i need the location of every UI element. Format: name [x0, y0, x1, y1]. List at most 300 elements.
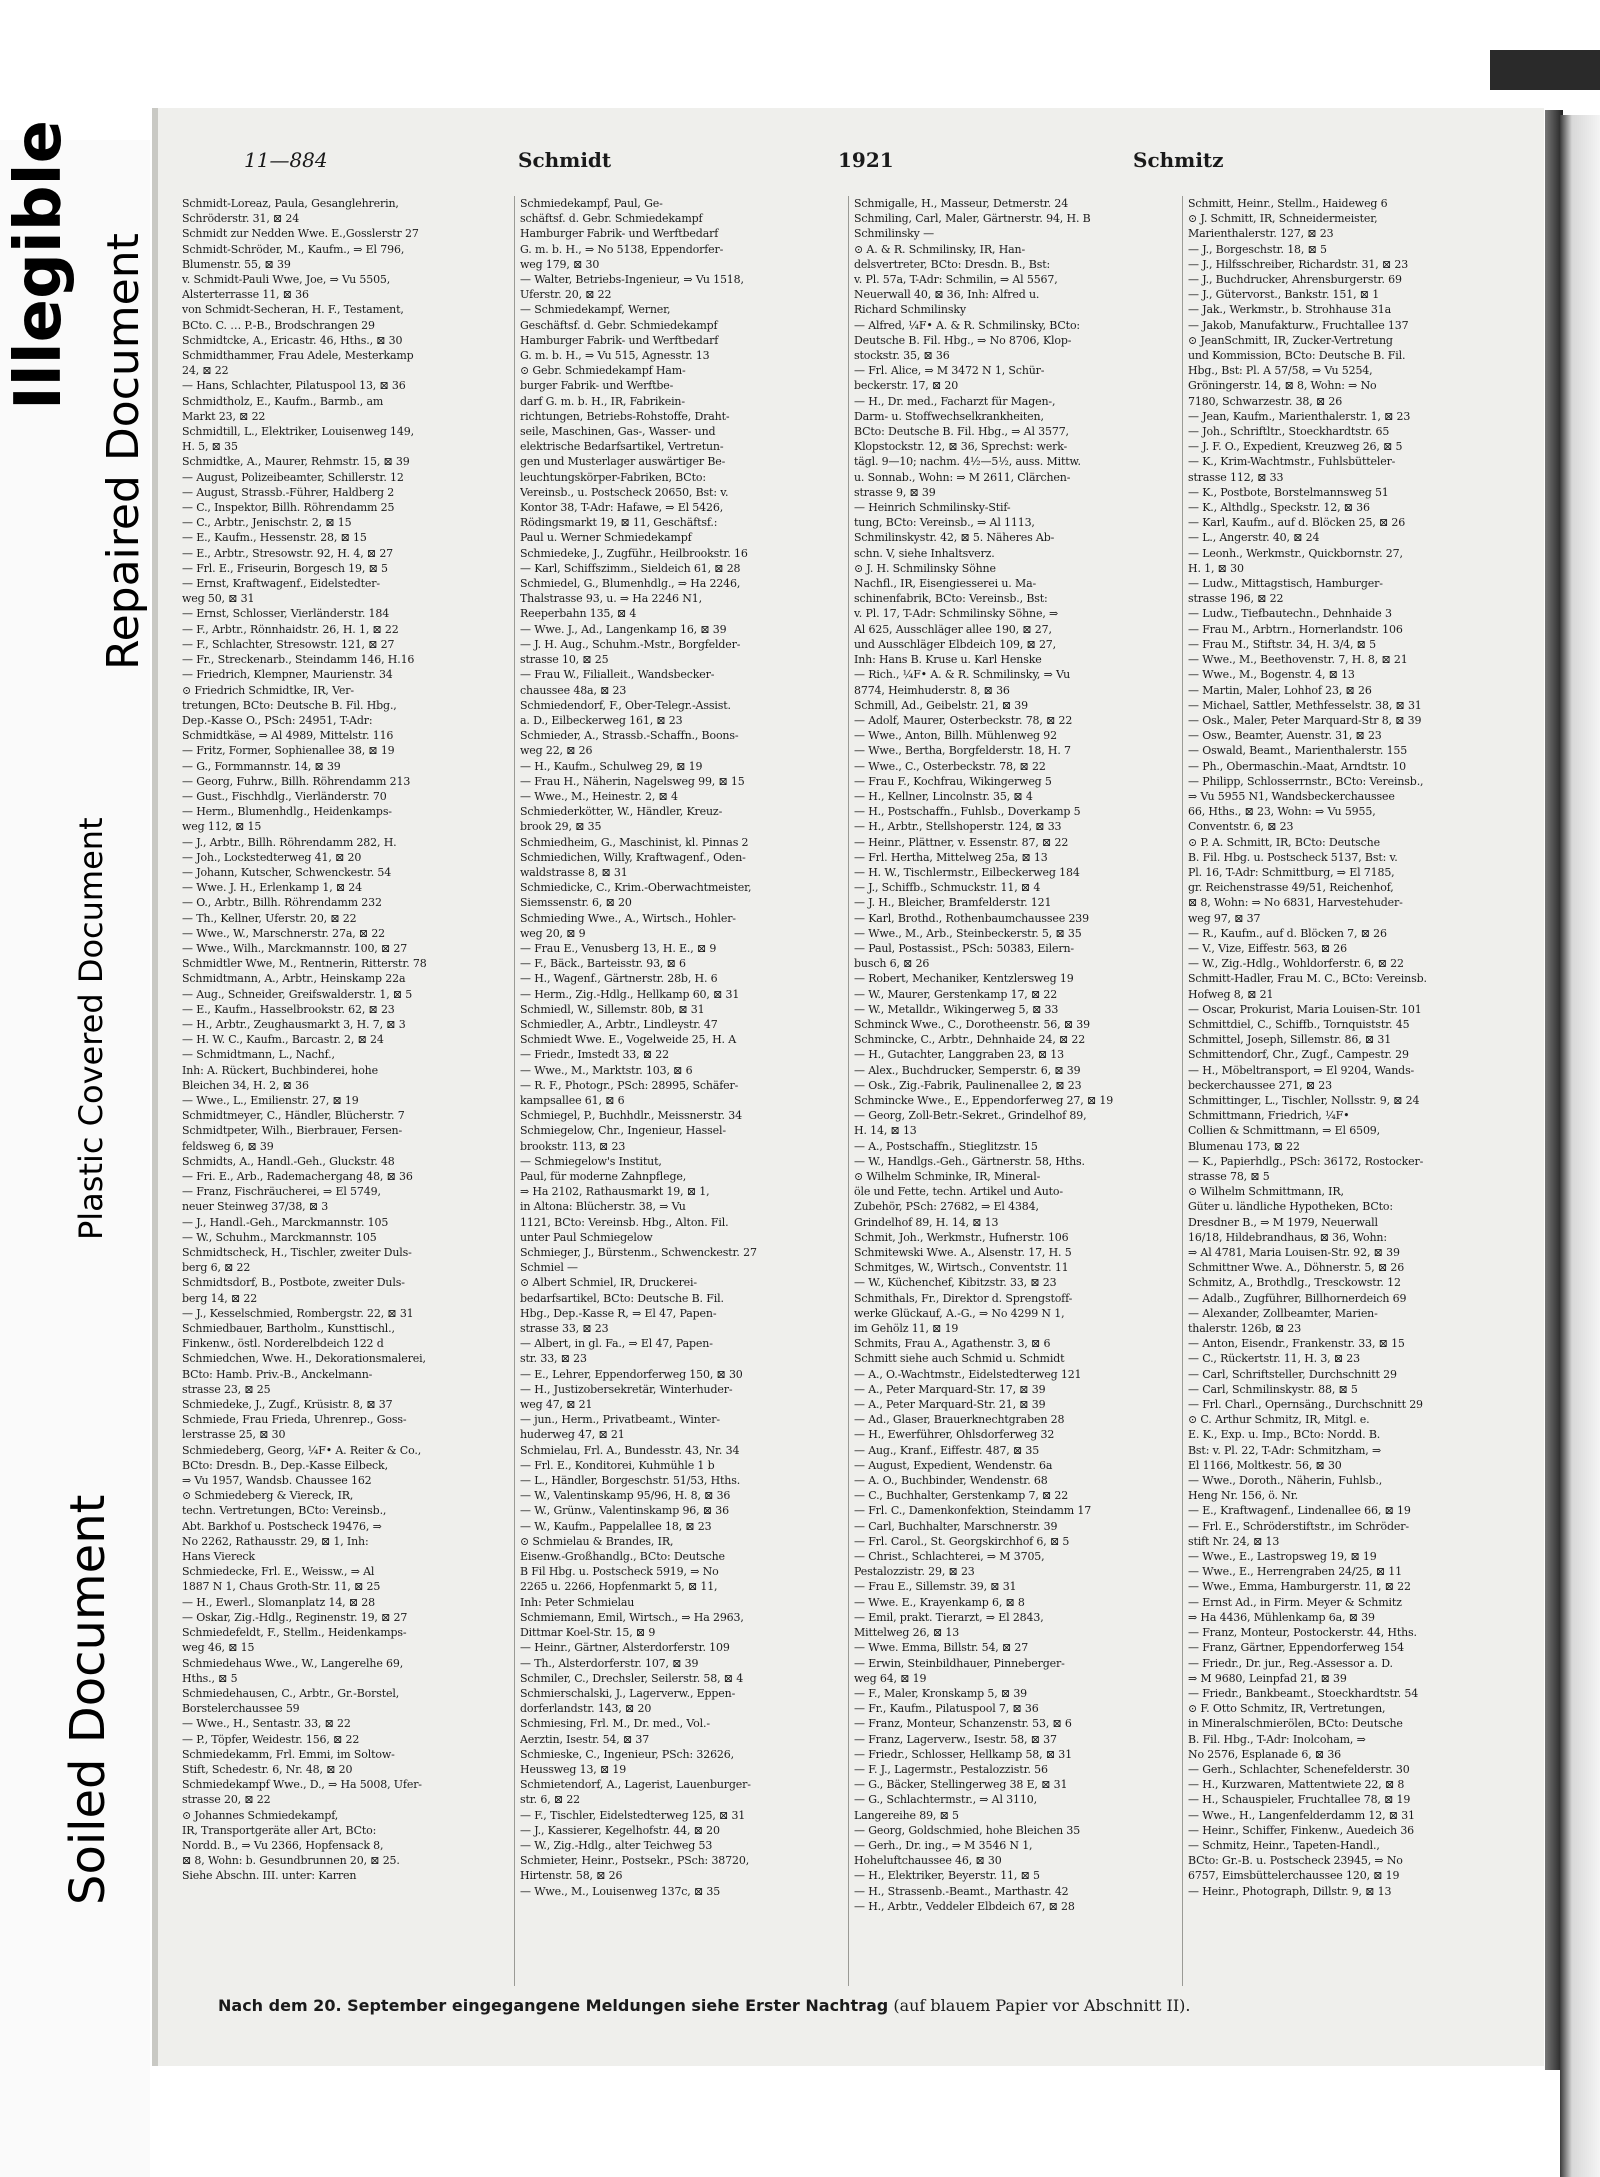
directory-entry-line: berg 6, ⊠ 22 [182, 1261, 251, 1275]
directory-entry-line: Dep.-Kasse O., PSch: 24951, T-Adr: [182, 713, 373, 727]
directory-entry-line: — Jak., Werkmstr., b. Strohhause 31a [1188, 303, 1391, 317]
directory-entry-line: Siemssenstr. 6, ⊠ 20 [520, 896, 632, 910]
directory-entry-line: — Franz, Gärtner, Eppendorferweg 154 [1188, 1641, 1405, 1655]
directory-entry-line: Markt 23, ⊠ 22 [182, 409, 266, 423]
directory-entry-line: Borstelerchaussee 59 [182, 1702, 300, 1716]
directory-entry-line: — H. W. C., Kaufm., Barcastr. 2, ⊠ 24 [182, 1033, 384, 1047]
directory-entry-line: Kontor 38, T-Adr: Hafawe, ⇒ El 5426, [520, 501, 724, 515]
directory-entry-line: — H., Strassenb.-Beamt., Marthastr. 42 [854, 1884, 1069, 1898]
directory-entry-line: — Frl. Alice, ⇒ M 3472 N 1, Schür- [854, 364, 1045, 378]
directory-entry-line: darf G. m. b. H., IR, Fabrikein- [520, 394, 685, 408]
directory-entry-line: — Karl, Schiffszimm., Sieldeich 61, ⊠ 28 [520, 561, 741, 575]
directory-entry-line: — Friedr., Schlosser, Hellkamp 58, ⊠ 31 [854, 1747, 1072, 1761]
directory-entry-line: — H., Justizobersekretär, Winterhuder- [520, 1382, 733, 1396]
directory-columns [182, 196, 1512, 1986]
directory-entry-line: — Franz, Lagerverw., Isestr. 58, ⊠ 37 [854, 1732, 1057, 1746]
directory-entry-line: — J., Kassierer, Kegelhofstr. 44, ⊠ 20 [520, 1823, 720, 1837]
directory-entry-line: ⊙ JeanSchmitt, IR, Zucker-Vertretung [1188, 333, 1393, 347]
directory-entry-line: Bleichen 34, H. 2, ⊠ 36 [182, 1078, 309, 1092]
directory-entry-line: — Schmitz, Heinr., Tapeten-Handl., [1188, 1838, 1380, 1852]
directory-entry-line: strasse 20, ⊠ 22 [182, 1793, 271, 1807]
directory-entry-line: BCto: Gr.-B. u. Postscheck 23945, ⇒ No [1188, 1854, 1403, 1868]
directory-entry-line: Alsterterrasse 11, ⊠ 36 [182, 288, 309, 302]
directory-entry-line: — Wwe., C., Osterbeckstr. 78, ⊠ 22 [854, 759, 1046, 773]
directory-entry-line: — Adolf, Maurer, Osterbeckstr. 78, ⊠ 22 [854, 713, 1073, 727]
directory-entry-line: — E., Lehrer, Eppendorferweg 150, ⊠ 30 [520, 1367, 743, 1381]
directory-entry-line: Schmithals, Fr., Direktor d. Sprengstoff- [854, 1291, 1073, 1305]
directory-entry-line: — Frau W., Filialleit., Wandsbecker- [520, 668, 715, 682]
directory-entry-line: 7180, Schwarzestr. 38, ⊠ 26 [1188, 394, 1343, 408]
directory-entry-line: ⊙ J. H. Schmilinsky Söhne [854, 561, 996, 575]
directory-entry-line: ⊙ Wilhelm Schmittmann, IR, [1188, 1185, 1344, 1199]
directory-entry-line: v. Pl. 17, T-Adr: Schmilinsky Söhne, ⇒ [854, 607, 1059, 621]
directory-entry-line: — H., Möbeltransport, ⇒ El 9204, Wands- [1188, 1063, 1415, 1077]
directory-entry-line: — E., Kaufm., Hasselbrookstr. 62, ⊠ 23 [182, 1002, 395, 1016]
directory-entry-line: Schmittdiel, C., Schiffb., Tornquiststr. 45 [1188, 1017, 1410, 1031]
directory-entry-line: strasse 10, ⊠ 25 [520, 653, 609, 667]
directory-entry-line: — C., Arbtr., Jenischstr. 2, ⊠ 15 [182, 516, 352, 530]
directory-entry-line: Schmidthammer, Frau Adele, Mesterkamp [182, 349, 414, 363]
directory-entry-line: — Schmidtmann, L., Nachf., [182, 1048, 335, 1062]
directory-entry-line: Schmiedl, W., Sillemstr. 80b, ⊠ 31 [520, 1002, 705, 1016]
directory-entry-line: in Altona: Blücherstr. 38, ⇒ Vu [520, 1200, 686, 1214]
directory-entry-line: — Leonh., Werkmstr., Quickbornstr. 27, [1188, 546, 1403, 560]
directory-entry-line: 24, ⊠ 22 [182, 364, 229, 378]
directory-entry-line: Schmiedeke, J., Zugf., Krüsistr. 8, ⊠ 37 [182, 1398, 393, 1412]
directory-entry-line: ⇒ M 9680, Leinpfad 21, ⊠ 39 [1188, 1671, 1347, 1685]
directory-entry-line: — W., Maurer, Gerstenkamp 17, ⊠ 22 [854, 987, 1058, 1001]
directory-entry-line: weg 97, ⊠ 37 [1188, 911, 1261, 925]
directory-entry-line: — Wwe., Emma, Hamburgerstr. 11, ⊠ 22 [1188, 1580, 1411, 1594]
directory-entry-line: Schmitt siehe auch Schmid u. Schmidt [854, 1352, 1065, 1366]
directory-entry-line: — Karl, Kaufm., auf d. Blöcken 25, ⊠ 26 [1188, 516, 1406, 530]
directory-entry-line: strasse 23, ⊠ 25 [182, 1382, 271, 1396]
directory-entry-line: Schmiesing, Frl. M., Dr. med., Vol.- [520, 1717, 710, 1731]
directory-entry-line: Schmiedel, G., Blumenhdlg., ⇒ Ha 2246, [520, 577, 741, 591]
directory-entry-line: — August, Strassb.-Führer, Haldberg 2 [182, 485, 395, 499]
directory-entry-line: weg 179, ⊠ 30 [520, 257, 600, 271]
directory-entry-line: gen und Musterlager auswärtiger Be- [520, 455, 726, 469]
directory-entry-line: — W., Valentinskamp 95/96, H. 8, ⊠ 36 [520, 1489, 731, 1503]
directory-entry-line: — H., Wagenf., Gärtnerstr. 28b, H. 6 [520, 972, 718, 986]
directory-entry-line: — Robert, Mechaniker, Kentzlersweg 19 [854, 972, 1074, 986]
directory-entry-line: Schmittmann, Friedrich, ¼F• [1188, 1109, 1350, 1123]
directory-entry-line: Schmittinger, L., Tischler, Nollsstr. 9, ⊠ 24 [1188, 1093, 1420, 1107]
directory-entry-line: — C., Rückertstr. 11, H. 3, ⊠ 23 [1188, 1352, 1360, 1366]
directory-entry-line: — Aug., Kranf., Eiffestr. 487, ⊠ 35 [854, 1443, 1040, 1457]
directory-entry-line: Schmidtke, A., Maurer, Rehmstr. 15, ⊠ 39 [182, 455, 410, 469]
directory-entry-line: — R., Kaufm., auf d. Blöcken 7, ⊠ 26 [1188, 926, 1387, 940]
directory-entry-line: öle und Fette, techn. Artikel und Auto- [854, 1185, 1063, 1199]
directory-entry-line: Schmiedehausen, C., Arbtr., Gr.-Borstel, [182, 1686, 400, 1700]
directory-entry-line: — Wwe., M., Marktstr. 103, ⊠ 6 [520, 1063, 693, 1077]
directory-entry-line: tägl. 9—10; nachm. 4½—5½, auss. Mittw. [854, 455, 1081, 469]
directory-entry-line: Güter u. ländliche Hypotheken, BCto: [1188, 1200, 1393, 1214]
directory-entry-line: Schmiedehaus Wwe., W., Langerelhe 69, [182, 1656, 404, 1670]
directory-entry-line: a. D., Eilbeckerweg 161, ⊠ 23 [520, 713, 683, 727]
directory-entry-line: Zubehör, PSch: 27682, ⇒ El 4384, [854, 1200, 1039, 1214]
directory-entry-line: weg 22, ⊠ 26 [520, 744, 593, 758]
directory-entry-line: kampsallee 61, ⊠ 6 [520, 1093, 625, 1107]
directory-entry-line: — Franz, Monteur, Schanzenstr. 53, ⊠ 6 [854, 1717, 1072, 1731]
footer-note-bold: Nach dem 20. September eingegangene Meldungen siehe Erster Nachtrag [218, 1996, 889, 2015]
directory-entry-line: strasse 9, ⊠ 39 [854, 485, 936, 499]
directory-entry-line: Schmiegel, P., Buchhdlr., Meissnerstr. 34 [520, 1109, 742, 1123]
directory-entry-line: — Heinr., Photograph, Dillstr. 9, ⊠ 13 [1188, 1884, 1392, 1898]
directory-entry-line: Stift, Schedestr. 6, Nr. 48, ⊠ 20 [182, 1762, 353, 1776]
directory-entry-line: Schmiling, Carl, Maler, Gärtnerstr. 94, H. B [854, 212, 1091, 226]
directory-entry-line: ⊙ Schmielau & Brandes, IR, [520, 1534, 674, 1548]
directory-entry-line: BCto. C. … P.-B., Brodschrangen 29 [182, 318, 375, 332]
directory-entry-line: 66, Hths., ⊠ 23, Wohn: ⇒ Vu 5955, [1188, 805, 1376, 819]
directory-entry-line: — Ludw., Mittagstisch, Hamburger- [1188, 577, 1383, 591]
directory-entry-line: Schmill, Ad., Geibelstr. 21, ⊠ 39 [854, 698, 1028, 712]
directory-entry-line: G. m. b. H., ⇒ Vu 515, Agnesstr. 13 [520, 349, 710, 363]
directory-entry-line: — August, Polizeibeamter, Schillerstr. 12 [182, 470, 404, 484]
directory-entry-line: Aerztin, Isestr. 54, ⊠ 37 [520, 1732, 650, 1746]
page-header [158, 148, 1544, 178]
directory-entry-line: — Friedr., Bankbeamt., Stoeckhardtstr. 54 [1188, 1686, 1419, 1700]
directory-entry-line: — Wwe. E., Krayenkamp 6, ⊠ 8 [854, 1595, 1025, 1609]
directory-entry-line: — H., Kellner, Lincolnstr. 35, ⊠ 4 [854, 789, 1033, 803]
directory-entry-line: Hans Viereck [182, 1550, 255, 1564]
directory-entry-line: — G., Schlachtermstr., ⇒ Al 3110, [854, 1793, 1037, 1807]
directory-entry-line: — W., Kaufm., Pappelallee 18, ⊠ 23 [520, 1519, 712, 1533]
directory-entry-line: — Frau M., Arbtrn., Hornerlandstr. 106 [1188, 622, 1403, 636]
directory-entry-line: Schmit, Joh., Werkmstr., Hufnerstr. 106 [854, 1230, 1069, 1244]
directory-entry-line: Schmieske, C., Ingenieur, PSch: 32626, [520, 1747, 734, 1761]
directory-entry-line: — Ad., Glaser, Brauerknechtgraben 28 [854, 1413, 1065, 1427]
directory-entry-line: Nachfl., IR, Eisengiesserei u. Ma- [854, 577, 1037, 591]
directory-entry-line: BCto: Hamb. Priv.-B., Anckelmann- [182, 1367, 373, 1381]
directory-entry-line: — Karl, Brothd., Rothenbaumchaussee 239 [854, 911, 1090, 925]
directory-entry-line: — Adalb., Zugführer, Billhornerdeich 69 [1188, 1291, 1407, 1305]
directory-entry-line: dorferlandstr. 143, ⊠ 20 [520, 1702, 652, 1716]
directory-entry-line: Heng Nr. 156, ö. Nr. [1188, 1489, 1298, 1503]
directory-entry-line: weg 64, ⊠ 19 [854, 1671, 927, 1685]
directory-entry-line: — E., Kaufm., Hessenstr. 28, ⊠ 15 [182, 531, 367, 545]
directory-entry-line: — Frl. E., Konditorei, Kuhmühle 1 b [520, 1458, 715, 1472]
directory-entry-line: in Mineralschmierölen, BCto: Deutsche [1188, 1717, 1403, 1731]
directory-entry-line: — Ludw., Tiefbautechn., Dehnhaide 3 [1188, 607, 1392, 621]
directory-entry-line: — August, Expedient, Wendenstr. 6a [854, 1458, 1053, 1472]
directory-entry-line: — A., Peter Marquard-Str. 17, ⊠ 39 [854, 1382, 1046, 1396]
directory-entry-line: — E., Arbtr., Stresowstr. 92, H. 4, ⊠ 27 [182, 546, 394, 560]
directory-entry-line: Hoheluftchaussee 46, ⊠ 30 [854, 1854, 1002, 1868]
directory-entry-line: Reeperbahn 135, ⊠ 4 [520, 607, 637, 621]
directory-entry-line: BCto: Deutsche B. Fil. Hbg., ⇒ Al 3577, [854, 425, 1069, 439]
directory-entry-line: Paul u. Werner Schmiedekampf [520, 531, 692, 545]
directory-entry-line: — Georg, Zoll-Betr.-Sekret., Grindelhof 89, [854, 1109, 1087, 1123]
label-soiled-document: Soiled Document [60, 1494, 116, 1905]
directory-entry-line: — Emil, prakt. Tierarzt, ⇒ El 2843, [854, 1610, 1044, 1624]
directory-entry-line: — Paul, Postassist., PSch: 50383, Eilern- [854, 941, 1074, 955]
directory-entry-line: — Heinr., Schiffer, Finkenw., Auedeich 36 [1188, 1823, 1415, 1837]
directory-entry-line: Schmiedicke, C., Krim.-Oberwachtmeister, [520, 881, 752, 895]
directory-entry-line: — Herm., Zig.-Hdlg., Hellkamp 60, ⊠ 31 [520, 987, 740, 1001]
header-year: 1921 [838, 148, 894, 172]
directory-entry-line: elektrische Bedarfsartikel, Vertretun- [520, 440, 724, 454]
directory-entry-line: richtungen, Betriebs-Rohstoffe, Draht- [520, 409, 730, 423]
directory-entry-line: Rödingsmarkt 19, ⊠ 11, Geschäftsf.: [520, 516, 718, 530]
directory-entry-line: Bst: v. Pl. 22, T-Adr: Schmitzham, ⇒ [1188, 1443, 1382, 1457]
directory-entry-line: Nordd. B., ⇒ Vu 2366, Hopfensack 8, [182, 1838, 384, 1852]
directory-entry-line: u. Sonnab., Wohn: ⇒ M 2611, Clärchen- [854, 470, 1071, 484]
directory-entry-line: ⊙ Gebr. Schmiedekampf Ham- [520, 364, 686, 378]
directory-entry-line: — Christ., Schlachterei, ⇒ M 3705, [854, 1550, 1045, 1564]
directory-entry-line: Inh: Peter Schmielau [520, 1595, 635, 1609]
directory-entry-line: — F., Schlachter, Stresowstr. 121, ⊠ 27 [182, 637, 395, 651]
directory-entry-line: — Wwe., H., Sentastr. 33, ⊠ 22 [182, 1717, 351, 1731]
directory-entry-line: — Ernst, Schlosser, Vierländerstr. 184 [182, 607, 390, 621]
directory-entry-line: — Gust., Fischhdlg., Vierländerstr. 70 [182, 789, 387, 803]
directory-entry-line: weg 20, ⊠ 9 [520, 926, 586, 940]
directory-entry-line: v. Schmidt-Pauli Wwe, Joe, ⇒ Vu 5505, [182, 273, 391, 287]
directory-entry-line: seile, Maschinen, Gas-, Wasser- und [520, 425, 716, 439]
directory-entry-line: — Wwe., Doroth., Näherin, Fuhlsb., [1188, 1474, 1383, 1488]
directory-entry-line: No 2262, Rathausstr. 29, ⊠ 1, Inh: [182, 1534, 369, 1548]
directory-entry-line: brookstr. 113, ⊠ 23 [520, 1139, 626, 1153]
directory-entry-line: — Frl. E., Schröderstiftstr., im Schröder- [1188, 1519, 1409, 1533]
directory-entry-line: Schmiedt Wwe. E., Vogelweide 25, H. A [520, 1033, 737, 1047]
directory-entry-line: gr. Reichenstrasse 49/51, Reichenhof, [1188, 881, 1394, 895]
directory-entry-line: bedarfsartikel, BCto: Deutsche B. Fil. [520, 1291, 724, 1305]
directory-entry-line: — Rich., ¼F• A. & R. Schmilinsky, ⇒ Vu [854, 668, 1071, 682]
directory-entry-line: Schmiedeberg, Georg, ¼F• A. Reiter & Co., [182, 1443, 422, 1457]
directory-column-4 [1182, 196, 1512, 1986]
directory-entry-line: str. 6, ⊠ 22 [520, 1793, 581, 1807]
directory-entry-line: ⇒ Vu 1957, Wandsb. Chaussee 162 [182, 1474, 372, 1488]
directory-entry-line: Finkenw., östl. Norderelbdeich 122 d [182, 1337, 384, 1351]
directory-entry-line: ⊙ F. Otto Schmitz, IR, Vertretungen, [1188, 1702, 1386, 1716]
directory-entry-line: — Friedr., Imstedt 33, ⊠ 22 [520, 1048, 669, 1062]
directory-entry-line: — A., O.-Wachtmstr., Eidelstedterweg 121 [854, 1367, 1082, 1381]
directory-entry-line: Gröningerstr. 14, ⊠ 8, Wohn: ⇒ No [1188, 379, 1377, 393]
directory-entry-line: Schröderstr. 31, ⊠ 24 [182, 212, 300, 226]
directory-entry-line: Schmidtsdorf, B., Postbote, zweiter Duls- [182, 1276, 405, 1290]
directory-entry-line: Schmiederkötter, W., Händler, Kreuz- [520, 805, 723, 819]
directory-entry-line: ⊙ P. A. Schmitt, IR, BCto: Deutsche [1188, 835, 1380, 849]
directory-entry-line: — Osk., Zig.-Fabrik, Paulinenallee 2, ⊠ 23 [854, 1078, 1082, 1092]
directory-entry-line: und Ausschläger Elbdeich 109, ⊠ 27, [854, 637, 1056, 651]
directory-entry-line: — K., Postbote, Borstelmannsweg 51 [1188, 485, 1389, 499]
directory-entry-line: — Heinr., Gärtner, Alsterdorferstr. 109 [520, 1641, 730, 1655]
directory-entry-line: Abt. Barkhof u. Postscheck 19476, ⇒ [182, 1519, 382, 1533]
directory-entry-line: Schmidtpeter, Wilh., Bierbrauer, Fersen- [182, 1124, 403, 1138]
directory-entry-line: — J., Schiffb., Schmuckstr. 11, ⊠ 4 [854, 881, 1041, 895]
directory-entry-line: — Frau H., Näherin, Nagelsweg 99, ⊠ 15 [520, 774, 745, 788]
directory-entry-line: beckerstr. 17, ⊠ 20 [854, 379, 959, 393]
directory-entry-line: von Schmidt-Secheran, H. F., Testament, [182, 303, 404, 317]
directory-entry-line: ⊙ Friedrich Schmidtke, IR, Ver- [182, 683, 354, 697]
directory-entry-line: Schmidtmeyer, C., Händler, Blücherstr. 7 [182, 1109, 405, 1123]
directory-entry-line: G. m. b. H., ⇒ No 5138, Eppendorfer- [520, 242, 724, 256]
directory-entry-line: Deutsche B. Fil. Hbg., ⇒ No 8706, Klop- [854, 333, 1072, 347]
directory-entry-line: Schmielau, Frl. A., Bundesstr. 43, Nr. 34 [520, 1443, 740, 1457]
footer-note-normal: (auf blauem Papier vor Abschnitt II). [888, 1996, 1191, 2015]
directory-entry-line: Pl. 16, T-Adr: Schmittburg, ⇒ El 7185, [1188, 865, 1395, 879]
directory-entry-line: — Th., Alsterdorferstr. 107, ⊠ 39 [520, 1656, 699, 1670]
directory-entry-line: — Friedrich, Klempner, Maurienstr. 34 [182, 668, 393, 682]
directory-entry-line: — Frl. Carol., St. Georgskirchhof 6, ⊠ 5 [854, 1534, 1070, 1548]
directory-entry-line: — H. W., Tischlermstr., Eilbeckerweg 184 [854, 865, 1080, 879]
label-plastic-covered-document: Plastic Covered Document [72, 817, 110, 1240]
directory-entry-line: El 1166, Moltkestr. 56, ⊠ 30 [1188, 1458, 1342, 1472]
directory-entry-line: Schmieger, J., Bürstenm., Schwenckestr. 27 [520, 1246, 757, 1260]
directory-entry-line: — G., Formmannstr. 14, ⊠ 39 [182, 759, 341, 773]
directory-entry-line: werke Glückauf, A.-G., ⇒ No 4299 N 1, [854, 1306, 1065, 1320]
directory-entry-line: Schminck Wwe., C., Dorotheenstr. 56, ⊠ 39 [854, 1017, 1090, 1031]
directory-entry-line: ⇒ Ha 2102, Rathausmarkt 19, ⊠ 1, [520, 1185, 710, 1199]
directory-column-1 [182, 196, 512, 1986]
directory-entry-line: Vereinsb., u. Postscheck 20650, Bst: v. [520, 485, 729, 499]
directory-entry-line: Schmits, Frau A., Agathenstr. 3, ⊠ 6 [854, 1337, 1051, 1351]
directory-entry-line: — Michael, Sattler, Methfesselstr. 38, ⊠ 31 [1188, 698, 1422, 712]
directory-entry-line: — Schmiegelow's Institut, [520, 1154, 662, 1168]
directory-entry-line: unter Paul Schmiegelow [520, 1230, 653, 1244]
directory-entry-line: — H., Schauspieler, Fruchtallee 78, ⊠ 19 [1188, 1793, 1411, 1807]
directory-entry-line: — Wwe., M., Bogenstr. 4, ⊠ 13 [1188, 668, 1355, 682]
directory-entry-line: — Ernst, Kraftwagenf., Eidelstedter- [182, 577, 380, 591]
directory-entry-line: ⊙ Albert Schmiel, IR, Druckerei- [520, 1276, 697, 1290]
directory-entry-line: — A. O., Buchbinder, Wendenstr. 68 [854, 1474, 1048, 1488]
directory-entry-line: ⇒ Vu 5955 N1, Wandsbeckerchaussee [1188, 789, 1395, 803]
directory-entry-line: — Frl. Hertha, Mittelweg 25a, ⊠ 13 [854, 850, 1048, 864]
directory-entry-line: — Frau E., Venusberg 13, H. E., ⊠ 9 [520, 941, 717, 955]
directory-entry-line: Pestalozzistr. 29, ⊠ 23 [854, 1565, 975, 1579]
directory-entry-line: — Philipp, Schlosserrnstr., BCto: Vereinsb., [1188, 774, 1424, 788]
directory-entry-line: Schmiede, Frau Frieda, Uhrenrep., Goss- [182, 1413, 407, 1427]
directory-entry-line: — Alex., Buchdrucker, Semperstr. 6, ⊠ 39 [854, 1063, 1081, 1077]
label-illegible: Illegible [2, 120, 76, 410]
directory-entry-line: — Schmiedekampf, Werner, [520, 303, 671, 317]
directory-entry-line: — A., Peter Marquard-Str. 21, ⊠ 39 [854, 1398, 1046, 1412]
directory-entry-line: — H., Arbtr., Zeughausmarkt 3, H. 7, ⊠ 3 [182, 1017, 406, 1031]
directory-entry-line: — A., Postschaffn., Stieglitzstr. 15 [854, 1139, 1038, 1153]
directory-entry-line: Schmitt, Heinr., Stellm., Haideweg 6 [1188, 197, 1388, 210]
directory-entry-line: — H., Kurzwaren, Mattentwiete 22, ⊠ 8 [1188, 1778, 1405, 1792]
directory-entry-line: — Albert, in gl. Fa., ⇒ El 47, Papen- [520, 1337, 713, 1351]
directory-entry-line: Schmiedbauer, Bartholm., Kunsttischl., [182, 1322, 395, 1336]
directory-entry-line: huderweg 47, ⊠ 21 [520, 1428, 625, 1442]
directory-entry-line: Langereihe 89, ⊠ 5 [854, 1808, 959, 1822]
directory-entry-line: im Gehölz 11, ⊠ 19 [854, 1322, 959, 1336]
directory-entry-line: — Th., Kellner, Uferstr. 20, ⊠ 22 [182, 911, 357, 925]
directory-entry-line: ⊙ Schmiedeberg & Viereck, IR, [182, 1489, 354, 1503]
directory-entry-line: waldstrasse 8, ⊠ 31 [520, 865, 628, 879]
scan-border-right [1560, 115, 1600, 2177]
directory-entry-line: Schmiedekampf Wwe., D., ⇒ Ha 5008, Ufer- [182, 1778, 422, 1792]
directory-entry-line: — Wwe. Emma, Billstr. 54, ⊠ 27 [854, 1641, 1029, 1655]
directory-entry-line: Hths., ⊠ 5 [182, 1671, 238, 1685]
directory-entry-line: Paul, für moderne Zahnpflege, [520, 1170, 687, 1183]
directory-entry-line: Inh: Hans B. Kruse u. Karl Henske [854, 653, 1042, 667]
directory-entry-line: — V., Vize, Eiffestr. 563, ⊠ 26 [1188, 941, 1347, 955]
scan-border-top [1490, 50, 1600, 90]
directory-entry-line: — H., Ewerführer, Ohlsdorferweg 32 [854, 1428, 1055, 1442]
directory-entry-line: Darm- u. Stoffwechselkrankheiten, [854, 409, 1044, 423]
directory-entry-line: strasse 196, ⊠ 22 [1188, 592, 1284, 606]
directory-entry-line: — K., Papierhdlg., PSch: 36172, Rostocker- [1188, 1154, 1424, 1168]
directory-entry-line: — J., Buchdrucker, Ahrensburgerstr. 69 [1188, 273, 1402, 287]
directory-entry-line: Schmidtscheck, H., Tischler, zweiter Duls- [182, 1246, 412, 1260]
directory-entry-line: — Fr., Kaufm., Pilatuspool 7, ⊠ 36 [854, 1702, 1039, 1716]
directory-entry-line: — Heinr., Plättner, v. Essenstr. 87, ⊠ 22 [854, 835, 1069, 849]
directory-entry-line: — J., Arbtr., Billh. Röhrendamm 282, H. [182, 835, 397, 849]
directory-entry-line: weg 112, ⊠ 15 [182, 820, 262, 834]
directory-entry-line: Schmitewski Wwe. A., Alsenstr. 17, H. 5 [854, 1246, 1072, 1260]
directory-entry-line: — H., Arbtr., Veddeler Elbdeich 67, ⊠ 28 [854, 1899, 1075, 1913]
directory-entry-line: Geschäftsf. d. Gebr. Schmiedekampf [520, 318, 718, 332]
directory-entry-line: — Franz, Monteur, Postockerstr. 44, Hths. [1188, 1626, 1417, 1640]
directory-entry-line: Schmiedendorf, F., Ober-Telegr.-Assist. [520, 698, 731, 712]
directory-entry-line: Schmitz, A., Brothdlg., Tresckowstr. 12 [1188, 1276, 1401, 1290]
directory-entry-line: H. 14, ⊠ 13 [854, 1124, 917, 1138]
directory-entry-line: Schmiler, C., Drechsler, Seilerstr. 58, ⊠ 4 [520, 1671, 744, 1685]
directory-entry-line: Mittelweg 26, ⊠ 13 [854, 1626, 960, 1640]
directory-entry-line: — L., Händler, Borgeschstr. 51/53, Hths. [520, 1474, 741, 1488]
directory-entry-line: — F. J., Lagermstr., Pestalozzistr. 56 [854, 1762, 1048, 1776]
directory-column-3 [848, 196, 1180, 1986]
directory-entry-line: v. Pl. 57a, T-Adr: Schmilin, ⇒ Al 5567, [854, 273, 1058, 287]
directory-entry-line: — Joh., Lockstedterweg 41, ⊠ 20 [182, 850, 362, 864]
label-repaired-document: Repaired Document [98, 233, 149, 670]
directory-entry-line: — Hans, Schlachter, Pilatuspool 13, ⊠ 36 [182, 379, 406, 393]
directory-entry-line: — W., Schuhm., Marckmannstr. 105 [182, 1230, 377, 1244]
directory-entry-line: — Anton, Eisendr., Frankenstr. 33, ⊠ 15 [1188, 1337, 1405, 1351]
directory-entry-line: — Frau M., Stiftstr. 34, H. 3/4, ⊠ 5 [1188, 637, 1376, 651]
directory-entry-line: — Fr., Streckenarb., Steindamm 146, H.16 [182, 653, 415, 667]
directory-entry-line: Schmidt zur Nedden Wwe. E.,Gosslerstr 27 [182, 227, 419, 241]
directory-entry-line: weg 46, ⊠ 15 [182, 1641, 255, 1655]
directory-entry-line: — W., Grünw., Valentinskamp 96, ⊠ 36 [520, 1504, 729, 1518]
directory-entry-line: — Alfred, ¼F• A. & R. Schmilinsky, BCto: [854, 318, 1080, 332]
footer-note [218, 1996, 1191, 2015]
directory-entry-line: Schmigalle, H., Masseur, Detmerstr. 24 [854, 197, 1069, 210]
directory-entry-line: — R. F., Photogr., PSch: 28995, Schäfer- [520, 1078, 739, 1092]
directory-page [152, 108, 1544, 2066]
directory-entry-line: Hbg., Dep.-Kasse R, ⇒ El 47, Papen- [520, 1306, 717, 1320]
directory-entry-line: — Heinrich Schmilinsky-Stif- [854, 501, 1011, 515]
directory-entry-line: Schmilinsky — [854, 227, 934, 241]
directory-entry-line: — Wwe., W., Marschnerstr. 27a, ⊠ 22 [182, 926, 386, 940]
directory-entry-line: — H., Kaufm., Schulweg 29, ⊠ 19 [520, 759, 703, 773]
directory-entry-line: burger Fabrik- und Werftbe- [520, 379, 674, 393]
directory-entry-line: schäftsf. d. Gebr. Schmiedekampf [520, 212, 703, 226]
directory-entry-line: Schmiedler, A., Arbtr., Lindleystr. 47 [520, 1017, 718, 1031]
directory-entry-line: Schmittendorf, Chr., Zugf., Campestr. 29 [1188, 1048, 1409, 1062]
directory-entry-line: Marienthalerstr. 127, ⊠ 23 [1188, 227, 1334, 241]
directory-entry-line: techn. Vertretungen, BCto: Vereinsb., [182, 1504, 387, 1518]
directory-entry-line: ⊙ A. & R. Schmilinsky, IR, Han- [854, 242, 1026, 256]
directory-entry-line: 6757, Eimsbüttelerchaussee 120, ⊠ 19 [1188, 1869, 1400, 1883]
directory-entry-line: — H., Ewerl., Slomanplatz 14, ⊠ 28 [182, 1595, 375, 1609]
directory-column-2 [514, 196, 846, 1986]
directory-entry-line: — Ph., Obermaschin.-Maat, Arndtstr. 10 [1188, 759, 1406, 773]
directory-entry-line: Blumenstr. 55, ⊠ 39 [182, 257, 291, 271]
directory-entry-line: — Fri. E., Arb., Rademachergang 48, ⊠ 36 [182, 1170, 413, 1183]
directory-entry-line: Schmitges, W., Wirtsch., Conventstr. 11 [854, 1261, 1069, 1275]
directory-entry-line: leuchtungskörper-Fabriken, BCto: [520, 470, 706, 484]
directory-entry-line: — Carl, Buchhalter, Marschnerstr. 39 [854, 1519, 1058, 1533]
directory-entry-line: — J. H., Bleicher, Bramfelderstr. 121 [854, 896, 1052, 910]
directory-entry-line: — Wwe., E., Herrengraben 24/25, ⊠ 11 [1188, 1565, 1402, 1579]
directory-entry-line: — H., Arbtr., Stellshoperstr. 124, ⊠ 33 [854, 820, 1062, 834]
directory-entry-line: — F., Tischler, Eidelstedterweg 125, ⊠ 31 [520, 1808, 746, 1822]
directory-entry-line: — Fritz, Former, Sophienallee 38, ⊠ 19 [182, 744, 395, 758]
directory-entry-line: — W., Metalldr., Wikingerweg 5, ⊠ 33 [854, 1002, 1059, 1016]
directory-entry-line: — G., Bäcker, Stellingerweg 38 E, ⊠ 31 [854, 1778, 1068, 1792]
